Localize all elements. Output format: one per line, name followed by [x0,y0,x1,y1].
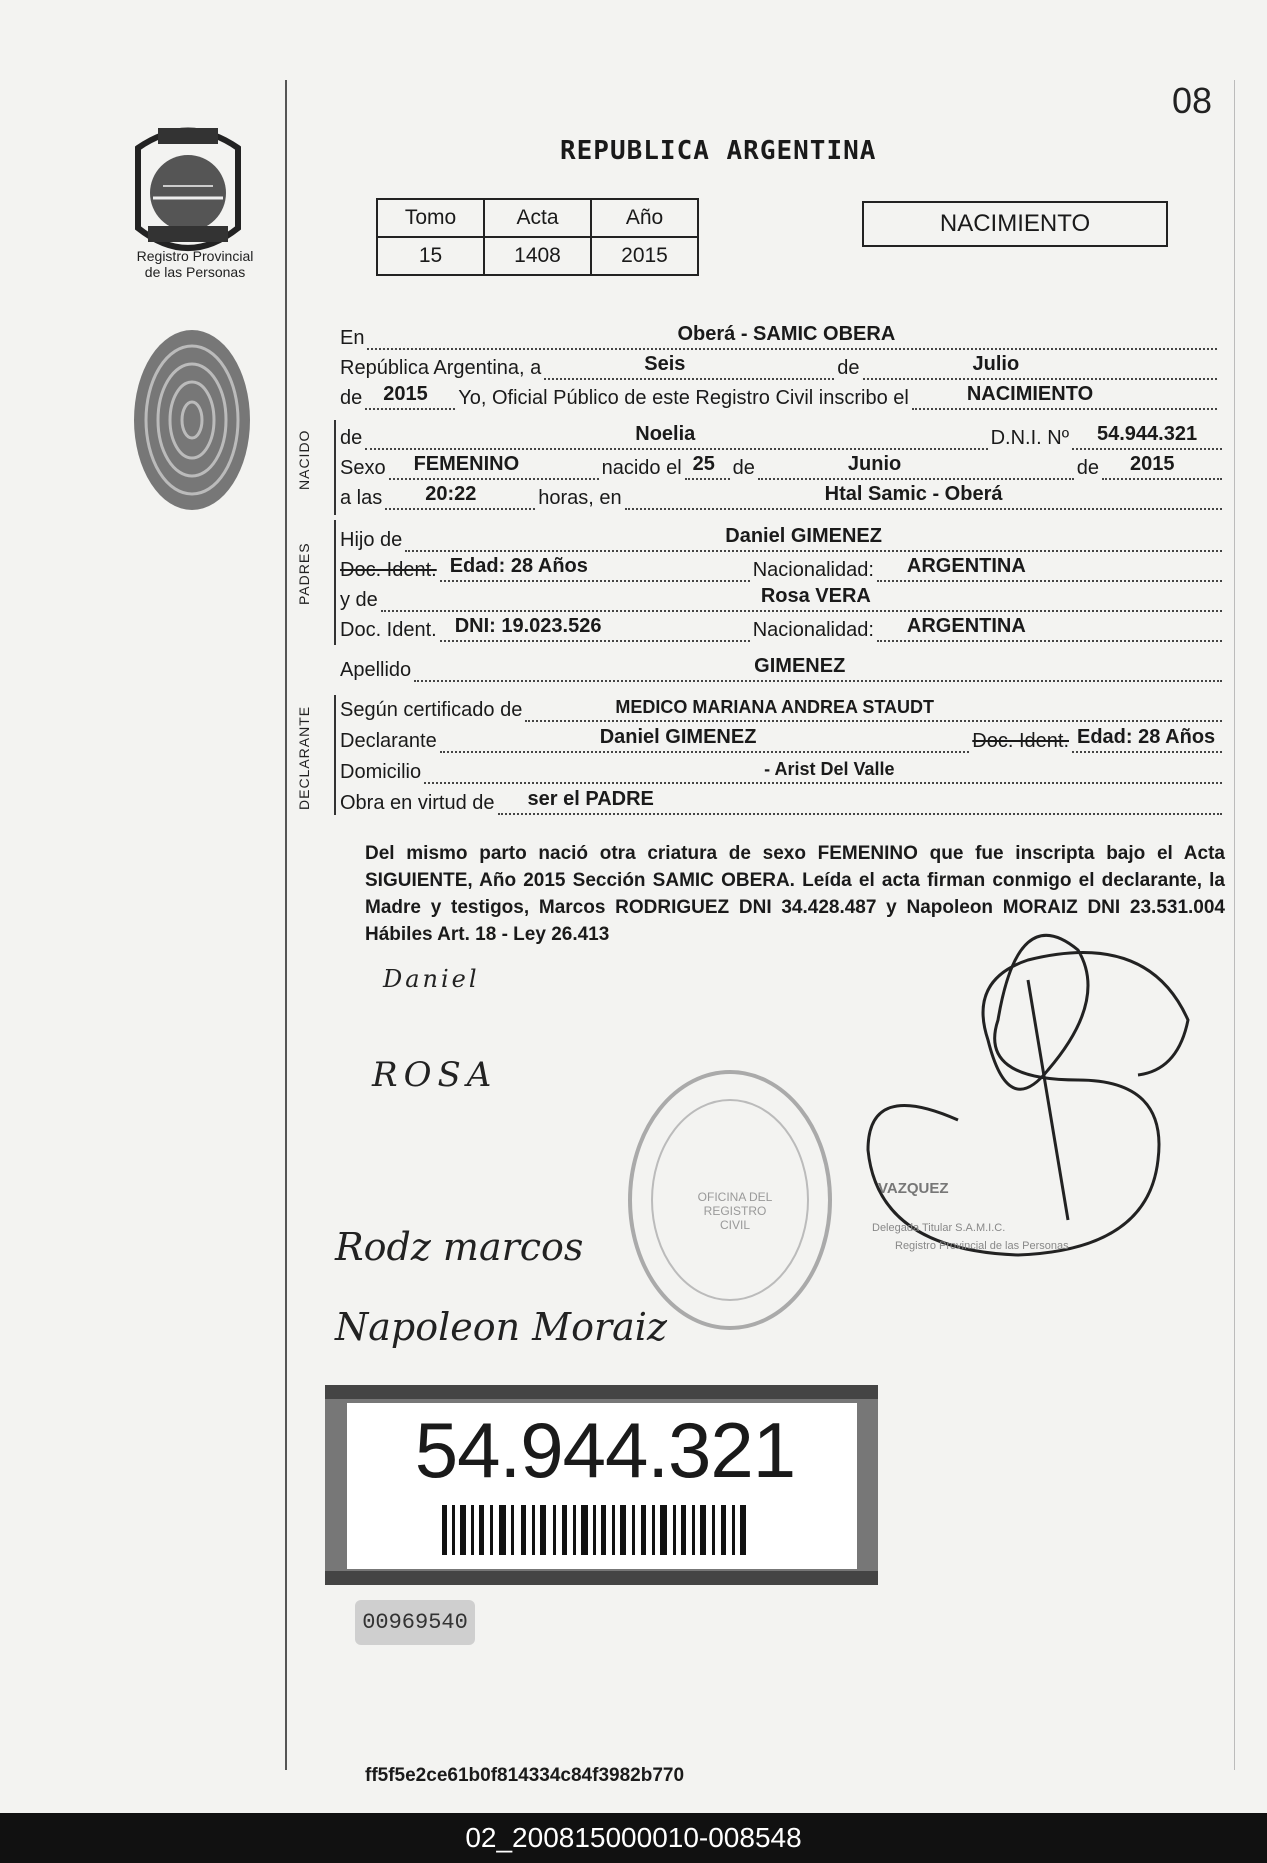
dom-value: - Arist Del Valle [764,759,895,779]
logo-caption [120,248,270,280]
year-value: 2015 [383,383,428,405]
row-name [340,420,1225,450]
row-mother [340,582,1225,612]
birth-de2-label: de [1076,457,1099,479]
month-de-label: de [837,357,860,379]
row-father [340,522,1225,552]
yde-label: y de [340,589,378,611]
caption-line-1: Registro Provincial [136,248,254,264]
sexo-value: FEMENINO [413,453,520,475]
inscribo-label: Yo, Oficial Público de este Registro Civil inscribo el [458,387,909,409]
day-value: Seis [644,353,686,375]
nac1-label: Nacionalidad: [752,559,874,581]
doc1-value: Edad: 28 Años [449,555,588,577]
time-value: 20:22 [425,483,477,505]
signature-witness-1: Rodz marcos [335,1225,584,1269]
padres-section-label: PADRES [296,542,312,605]
dni-value: 54.944.321 [1097,423,1198,445]
row-republica [340,350,1220,380]
apellido-value: GIMENEZ [754,655,846,677]
right-margin-line [1234,80,1235,1770]
birth-de-label: de [732,457,755,479]
birth-month-value: Junio [847,453,902,475]
nac2-value: ARGENTINA [906,615,1026,637]
doc2-value: DNI: 19.023.526 [454,615,602,637]
row-time [340,480,1225,510]
registry-table [376,198,699,276]
official-stamp-name: VAZQUEZ [878,1180,949,1197]
signature-rosa: ROSA [372,1055,498,1095]
father-value: Daniel GIMENEZ [725,525,882,547]
name-label: de [340,427,363,449]
annotation-paragraph: Del mismo parto nació otra criatura de sexo FEMENINO que fue inscripta bajo el Acta SIGUIENTE, Año 2015 Sección SAMIC OBERA. Leída el acta firman conmigo el declarante, la Madre y testigos, Marcos RODRIGUEZ DNI 34.428.487 y Napoleon MORAIZ DNI 23.531.004 Hábiles Art. 18 - Ley 26.413 [365,843,1225,945]
fingerprint-image [130,325,255,515]
row-en [340,320,1220,350]
official-stamp-line-3: Registro Provincial de las Personas [895,1240,1069,1252]
en-label: En [340,327,365,349]
birth-day-value: 25 [692,453,715,475]
declarante-bracket [334,695,336,815]
row-cert [340,692,1225,722]
apellido-label: Apellido [340,659,412,681]
decl-doc-label: Doc. Ident. [972,730,1069,752]
stamp-id-label: 00969540 [355,1600,475,1645]
nac1-value: ARGENTINA [906,555,1026,577]
inscribo-value: NACIMIENTO [966,383,1094,405]
signature-daniel: Daniel [383,965,480,993]
document-title: REPUBLICA ARGENTINA [560,136,877,166]
official-stamp-line-2: Delegada Titular S.A.M.I.C. [872,1222,1006,1234]
doc1-label: Doc. Ident. [340,559,437,581]
nacido-bracket [334,420,336,515]
obra-label: Obra en virtud de [340,792,495,814]
round-stamp-text: OFICINA DEL REGISTRO CIVIL [697,1190,773,1232]
horas-label: horas, en [538,487,622,509]
nacido-section-label: NACIDO [296,429,312,490]
caption-line-2: de las Personas [144,264,246,280]
nac2-label: Nacionalidad: [752,619,874,641]
cert-label: Según certificado de [340,699,523,721]
decl-value: Daniel GIMENEZ [599,726,757,748]
padres-bracket [334,520,336,645]
official-signature-scribble [848,920,1198,1270]
doc2-label: Doc. Ident. [340,619,437,641]
header-ano: Año [591,199,698,237]
dom-label: Domicilio [340,761,422,783]
dni-label: D.N.I. Nº [990,427,1069,449]
record-type-box: NACIMIENTO [862,201,1168,247]
barcode-number: 54.944.321 [414,1406,796,1494]
row-doc1 [340,552,1225,582]
value-tomo: 15 [377,237,484,275]
row-apellido [340,652,1225,682]
declarante-section-label: DECLARANTE [296,705,312,810]
left-margin-line [285,80,287,1770]
mother-value: Rosa VERA [760,585,871,607]
cert-value: MEDICO MARIANA ANDREA STAUDT [615,697,934,717]
birth-year-value: 2015 [1130,453,1175,475]
sexo-label: Sexo [340,457,386,479]
nacido-el-label: nacido el [601,457,682,479]
obra-value: ser el PADRE [527,788,654,810]
a-las-label: a las [340,487,383,509]
name-value: Noelia [635,423,696,445]
place-value: Htal Samic - Oberá [824,483,1003,505]
header-tomo: Tomo [377,199,484,237]
year-label: de [340,387,363,409]
row-sexo [340,450,1225,480]
row-domicilio [340,754,1225,784]
decl-doc-value: Edad: 28 Años [1077,726,1216,748]
value-ano: 2015 [591,237,698,275]
row-year [340,380,1220,410]
province-seal-logo [118,118,258,268]
document-hash: ff5f5e2ce61b0f814334c84f3982b770 [365,1765,685,1786]
row-declarante [340,723,1225,753]
header-acta: Acta [484,199,591,237]
decl-label: Declarante [340,730,437,752]
en-value: Oberá - SAMIC OBERA [677,323,896,345]
republica-label: República Argentina, a [340,357,542,379]
hijo-label: Hijo de [340,529,403,551]
row-doc2 [340,612,1225,642]
signature-witness-2: Napoleon Moraiz [335,1305,667,1349]
month-value: Julio [972,353,1020,375]
value-acta: 1408 [484,237,591,275]
row-obra [340,785,1225,815]
footer-filename: 02_200815000010-008548 [0,1813,1267,1863]
page-number: 08 [1172,80,1213,121]
